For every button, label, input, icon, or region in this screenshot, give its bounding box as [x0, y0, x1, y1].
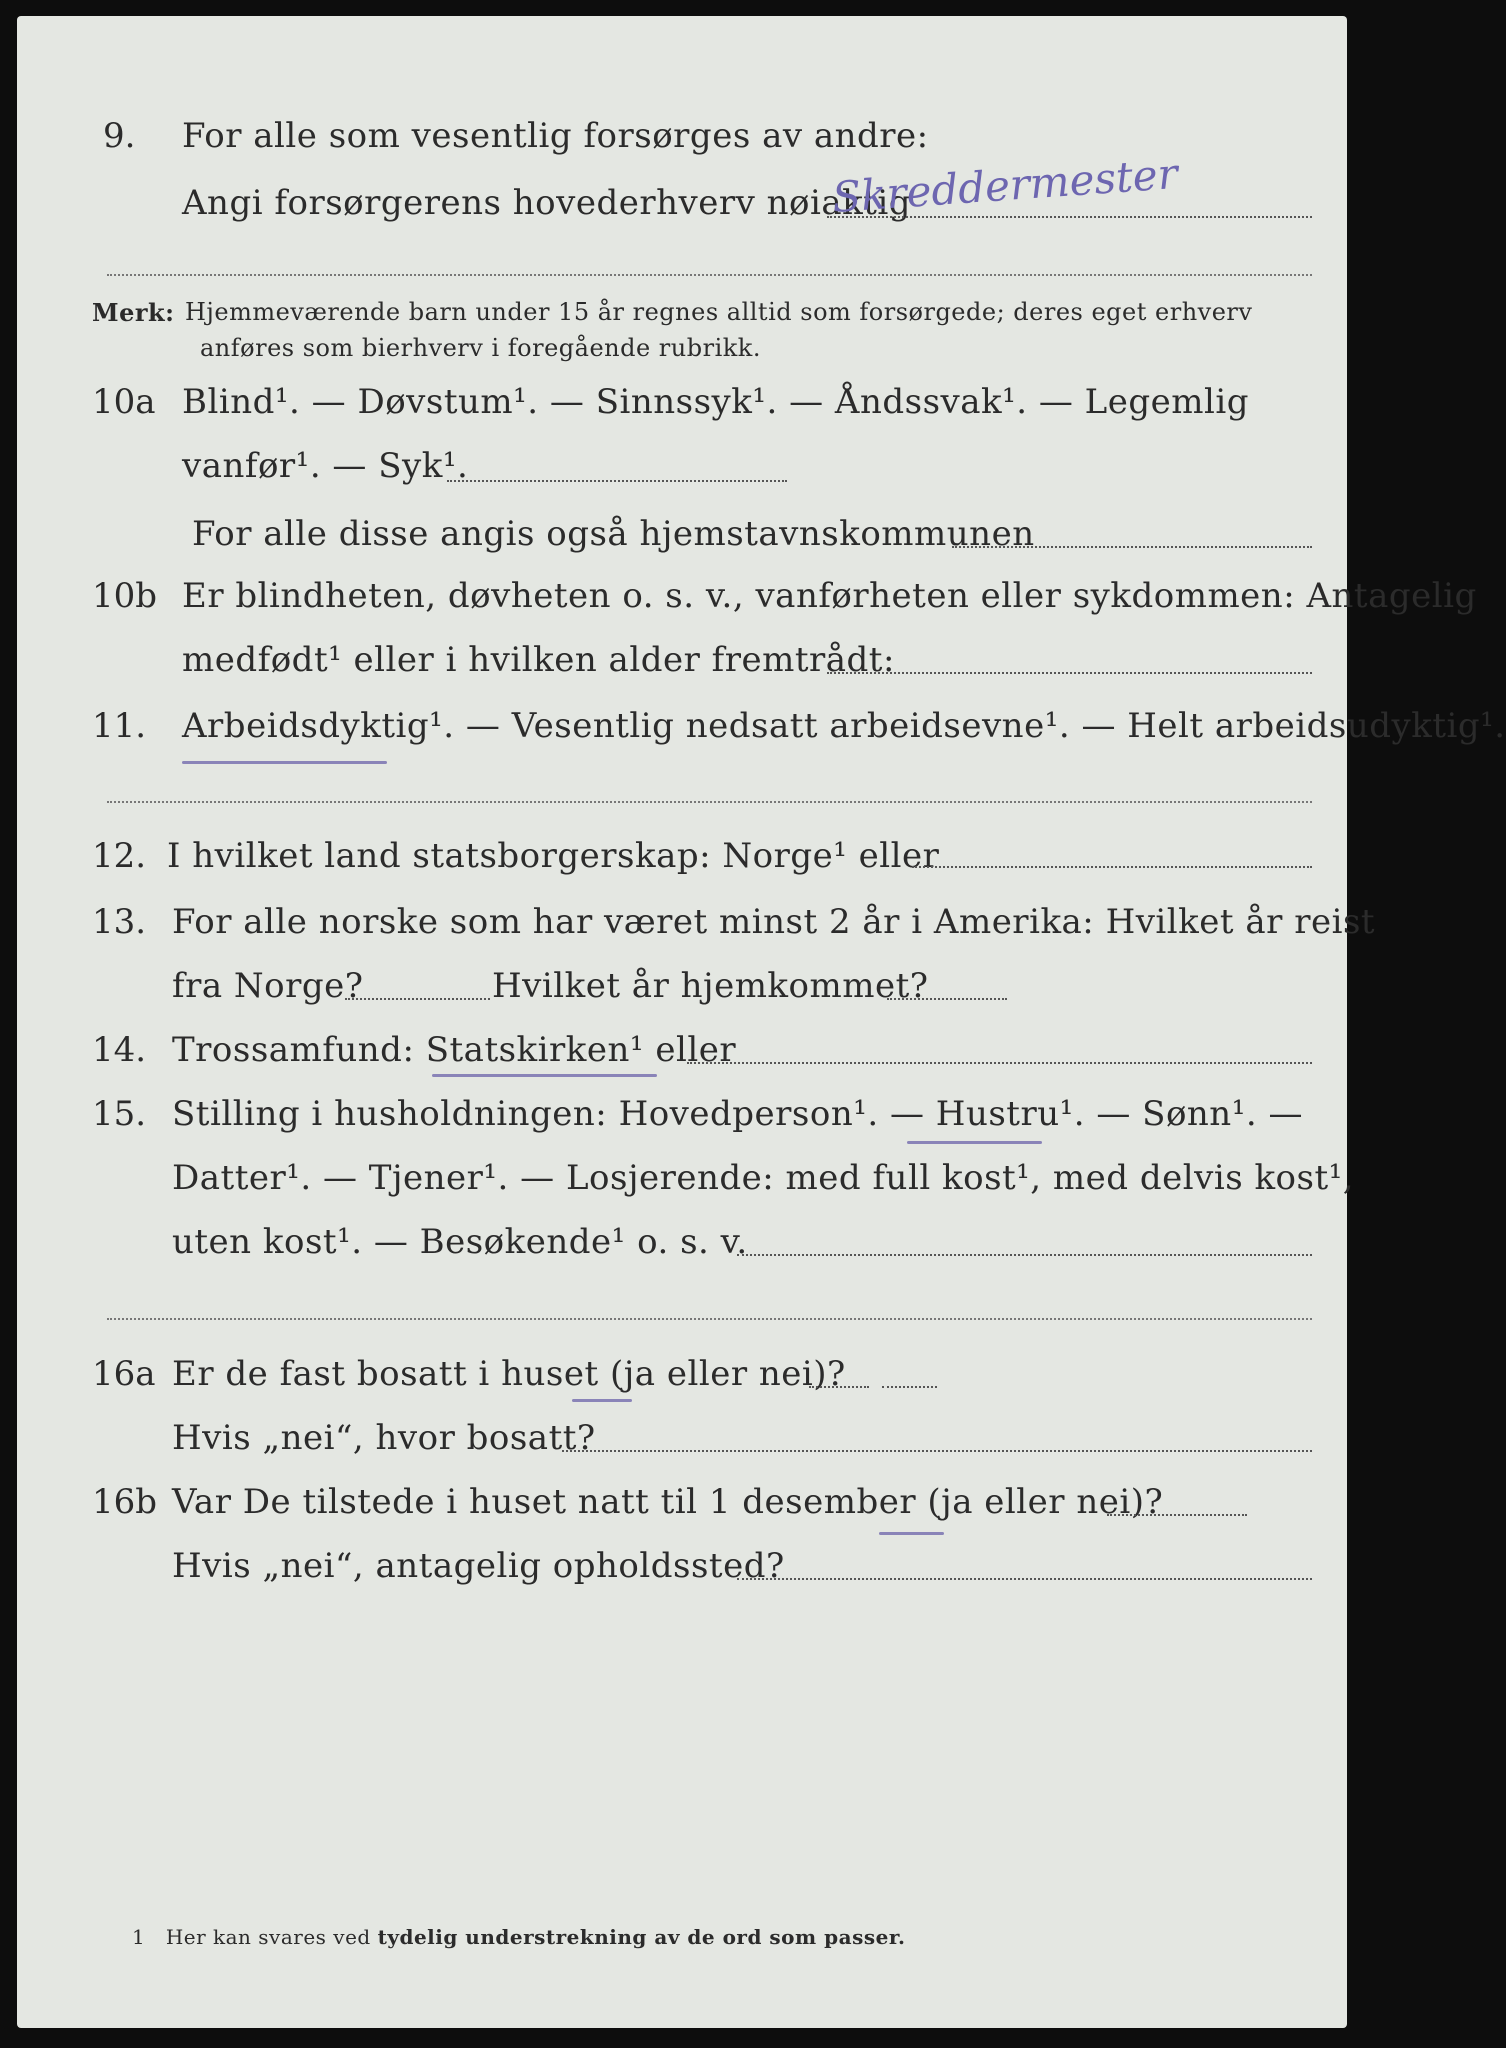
- q15-line3: uten kost¹. — Besøkende¹ o. s. v.: [172, 1222, 748, 1262]
- q16a-answer-line-b: [882, 1386, 937, 1388]
- q12-answer-line: [912, 866, 1312, 868]
- q16a-residence-answer-line: [562, 1450, 1312, 1452]
- q13-line1: For alle norske som har været minst 2 år i Amerika: Hvilket år reist: [172, 902, 1376, 942]
- q15-number: 15.: [92, 1094, 147, 1134]
- q15-line1: Stilling i husholdningen: Hovedperson¹. — Hustru¹. — Sønn¹. —: [172, 1094, 1303, 1134]
- q9-handwritten-answer: Skreddermester: [830, 148, 1180, 223]
- q10b-number: 10b: [92, 576, 158, 616]
- q16b-line2: Hvis „nei“, antagelig opholdssted?: [172, 1546, 785, 1586]
- q16b-line1: Var De tilstede i huset natt til 1 desember (ja eller nei)?: [172, 1482, 1164, 1522]
- q11-underline-mark: [182, 761, 387, 764]
- q13-line2a: fra Norge?: [172, 966, 364, 1006]
- q10a-sick-answer-line: [447, 480, 787, 482]
- q16a-line2: Hvis „nei“, hvor bosatt?: [172, 1418, 596, 1458]
- q16a-number: 16a: [92, 1354, 156, 1394]
- q11-number: 11.: [92, 706, 147, 746]
- q10a-line3: For alle disse angis også hjemstavnskommunen: [192, 514, 1035, 554]
- q16b-number: 16b: [92, 1482, 158, 1522]
- footnote-mark: 1: [132, 1925, 146, 1949]
- q16b-answer-line: [1107, 1514, 1247, 1516]
- q16a-line1: Er de fast bosatt i huset (ja eller nei)?: [172, 1354, 846, 1394]
- q11-line1: Arbeidsdyktig¹. — Vesentlig nedsatt arbeidsevne¹. — Helt arbeidsudyktig¹.: [182, 706, 1506, 746]
- census-form-page: [17, 16, 1506, 2028]
- q15-answer-line: [737, 1254, 1312, 1256]
- footnote-text-plain: Her kan svares ved: [165, 1925, 371, 1949]
- q16b-whereabouts-answer-line: [737, 1578, 1312, 1580]
- section-divider-1: [107, 274, 1312, 276]
- q16a-answer-line-a: [809, 1386, 869, 1388]
- q12-line1: I hvilket land statsborgerskap: Norge¹ eller: [167, 836, 940, 876]
- q14-underline-mark: [432, 1074, 657, 1077]
- q15-line2: Datter¹. — Tjener¹. — Losjerende: med full kost¹, med delvis kost¹,: [172, 1158, 1355, 1198]
- section-divider-2: [107, 801, 1312, 803]
- merk-line1: Hjemmeværende barn under 15 år regnes alltid som forsørgede; deres eget erhverv: [185, 298, 1253, 326]
- footnote: [132, 1925, 906, 1949]
- q12-number: 12.: [92, 836, 147, 876]
- q10b-line1: Er blindheten, døvheten o. s. v., vanførheten eller sykdommen: Antagelig: [182, 576, 1477, 616]
- q14-number: 14.: [92, 1030, 147, 1070]
- q14-answer-line: [687, 1062, 1312, 1064]
- q9-answer-line: [827, 216, 1312, 218]
- section-divider-3: [107, 1318, 1312, 1320]
- q10a-line1: Blind¹. — Døvstum¹. — Sinnssyk¹. — Åndssvak¹. — Legemlig: [182, 382, 1249, 422]
- q9-line2: Angi forsørgerens hovederhverv nøiaktig: [182, 183, 912, 223]
- q10a-number: 10a: [92, 382, 156, 422]
- q10b-answer-line: [827, 672, 1312, 674]
- q13-line2b: Hvilket år hjemkommet?: [492, 966, 929, 1006]
- q13-number: 13.: [92, 902, 147, 942]
- merk-label: Merk:: [92, 298, 175, 327]
- q13-departure-answer-line: [345, 998, 490, 1000]
- q10b-line2: medfødt¹ eller i hvilken alder fremtrådt:: [182, 640, 895, 680]
- q10a-municipality-answer-line: [952, 546, 1312, 548]
- merk-line2: anføres som bierhverv i foregående rubrikk.: [200, 334, 761, 362]
- q15-underline-mark: [907, 1141, 1042, 1144]
- q9-number: 9.: [103, 116, 136, 156]
- q9-line1: For alle som vesentlig forsørges av andre:: [182, 116, 929, 156]
- q16b-underline-mark: [879, 1532, 944, 1535]
- q13-return-answer-line: [887, 998, 1007, 1000]
- q10a-line2: vanfør¹. — Syk¹.: [182, 446, 469, 486]
- footnote-text-bold: tydelig understrekning av de ord som passer.: [377, 1925, 906, 1949]
- q14-line1: Trossamfund: Statskirken¹ eller: [172, 1030, 737, 1070]
- q16a-underline-mark: [572, 1399, 632, 1402]
